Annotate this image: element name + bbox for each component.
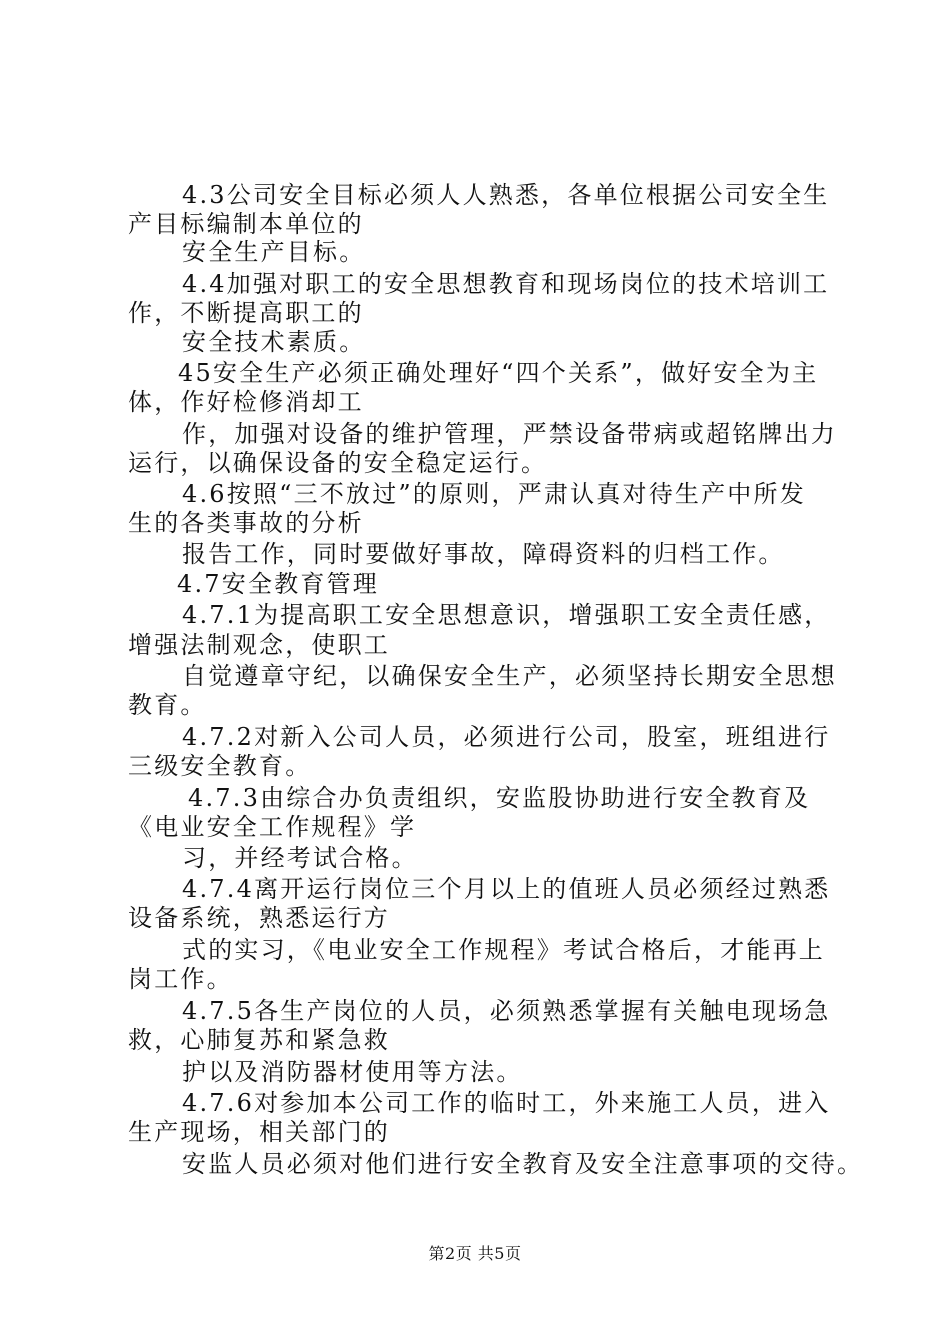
paragraph-4-7-4-line-1: 4.7.4离开运行岗位三个月以上的值班人员必须经过熟悉 (182, 875, 831, 903)
paragraph-4-7-5-line-2: 救，心肺复苏和紧急救 (128, 1026, 390, 1054)
paragraph-4-7-1-line-3: 自觉遵章守纪，以确保安全生产，必须坚持长期安全思想 (182, 662, 837, 690)
paragraph-4-7-3-line-3: 习，并经考试合格。 (182, 844, 418, 872)
paragraph-4-6-line-3: 报告工作，同时要做好事故，障碍资料的归档工作。 (182, 540, 785, 568)
paragraph-4-4-line-1: 4.4加强对职工的安全思想教育和现场岗位的技术培训工 (182, 270, 830, 298)
paragraph-4-7-6-line-2: 生产现场，相关部门的 (128, 1118, 390, 1146)
paragraph-4-5-line-4: 运行，以确保设备的安全稳定运行。 (128, 449, 548, 477)
paragraph-4-5-line-2: 体，作好检修消却工 (128, 388, 364, 416)
paragraph-4-7-1-line-2: 增强法制观念，使职工 (128, 631, 390, 659)
paragraph-4-4-line-3: 安全技术素质。 (182, 328, 366, 356)
paragraph-4-7-2-line-2: 三级安全教育。 (128, 752, 312, 780)
paragraph-4-7-3-line-2: 《电业安全工作规程》学 (128, 813, 417, 841)
page-number-footer: 第2页 共5页 (428, 1244, 522, 1263)
paragraph-4-3-line-1: 4.3公司安全目标必须人人熟悉，各单位根据公司安全生 (182, 181, 830, 209)
paragraph-4-7-4-line-3: 式的实习，《电业安全工作规程》考试合格后，才能再上 (182, 936, 825, 964)
paragraph-4-5-line-3: 作，加强对设备的维护管理，严禁设备带病或超铭牌出力 (182, 420, 837, 448)
paragraph-4-6-line-2: 生的各类事故的分析 (128, 509, 364, 537)
paragraph-4-5-line-1: 45安全生产必须正确处理好“四个关系”，做好安全为主 (178, 359, 819, 387)
paragraph-4-7-5-line-1: 4.7.5各生产岗位的人员，必须熟悉掌握有关触电现场急 (182, 997, 831, 1025)
section-4-7-heading: 4.7安全教育管理 (177, 570, 379, 598)
paragraph-4-6-line-1: 4.6按照“三不放过”的原则，严肃认真对待生产中所发 (182, 480, 806, 508)
paragraph-4-7-5-line-3: 护以及消防器材使用等方法。 (182, 1058, 523, 1086)
paragraph-4-7-4-line-4: 岗工作。 (128, 965, 233, 993)
paragraph-4-7-1-line-1: 4.7.1为提高职工安全思想意识，增强职工安全责任感， (182, 601, 831, 629)
paragraph-4-7-4-line-2: 设备系统，熟悉运行方 (128, 904, 390, 932)
paragraph-4-7-3-line-1: 4.7.3由综合办负责组织，安监股协助进行安全教育及 (188, 784, 811, 812)
paragraph-4-4-line-2: 作，不断提高职工的 (128, 299, 364, 327)
paragraph-4-7-6-line-1: 4.7.6对参加本公司工作的临时工，外来施工人员，进入 (182, 1089, 831, 1117)
paragraph-4-7-6-line-3: 安监人员必须对他们进行安全教育及安全注意事项的交待。 (182, 1150, 864, 1178)
paragraph-4-3-line-2: 产目标编制本单位的 (128, 210, 364, 238)
paragraph-4-7-2-line-1: 4.7.2对新入公司人员，必须进行公司，股室，班组进行 (182, 723, 831, 751)
paragraph-4-7-1-line-4: 教育。 (128, 691, 207, 719)
paragraph-4-3-line-3: 安全生产目标。 (182, 238, 366, 266)
